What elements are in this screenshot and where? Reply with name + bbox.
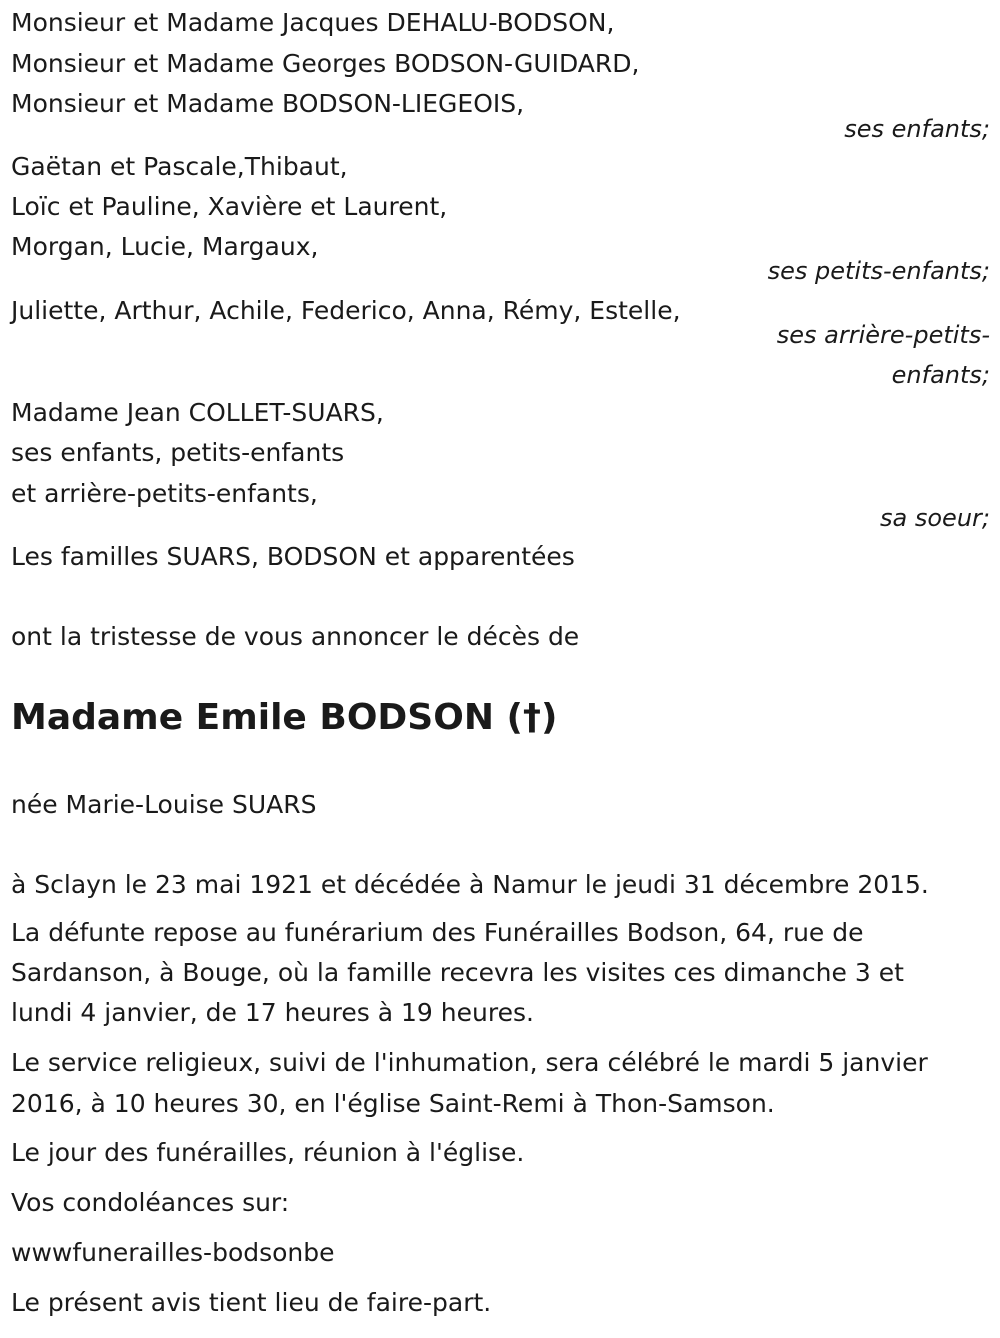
sister-line: Madame Jean COLLET-SUARS, bbox=[11, 398, 384, 427]
great-grandchildren-line: Juliette, Arthur, Achile, Federico, Anna, Rémy, Estelle, bbox=[11, 296, 681, 325]
maiden-name: née Marie-Louise SUARS bbox=[11, 790, 317, 819]
grandchildren-label: ses petits-enfants; bbox=[767, 257, 990, 285]
great-grandchildren-label: ses arrière-petits- bbox=[776, 321, 990, 349]
grandchild-line: Morgan, Lucie, Margaux, bbox=[11, 232, 319, 261]
deceased-name: Madame Emile BODSON (†) bbox=[11, 697, 558, 738]
family-child-line: Monsieur et Madame Jacques DEHALU-BODSON, bbox=[11, 8, 615, 37]
meeting-line: Le jour des funérailles, réunion à l'église. bbox=[11, 1138, 525, 1167]
funerarium-line: La défunte repose au funérarium des Funérailles Bodson, 64, rue de bbox=[11, 918, 864, 947]
family-child-line: Monsieur et Madame Georges BODSON-GUIDARD, bbox=[11, 49, 640, 78]
condolences-line: Vos condoléances sur: bbox=[11, 1188, 290, 1217]
announcement-line: ont la tristesse de vous annoncer le décès de bbox=[11, 622, 580, 651]
website-line: wwwfunerailles-bodsonbe bbox=[11, 1238, 335, 1267]
children-label: ses enfants; bbox=[844, 115, 990, 143]
birth-death-line: à Sclayn le 23 mai 1921 et décédée à Namur le jeudi 31 décembre 2015. bbox=[11, 870, 929, 899]
sister-line: et arrière-petits-enfants, bbox=[11, 479, 318, 508]
funerarium-line: Sardanson, à Bouge, où la famille recevra les visites ces dimanche 3 et bbox=[11, 958, 904, 987]
service-line: Le service religieux, suivi de l'inhumation, sera célébré le mardi 5 janvier bbox=[11, 1048, 928, 1077]
grandchild-line: Loïc et Pauline, Xavière et Laurent, bbox=[11, 192, 448, 221]
funerarium-line: lundi 4 janvier, de 17 heures à 19 heures. bbox=[11, 998, 534, 1027]
families-line: Les familles SUARS, BODSON et apparentées bbox=[11, 542, 575, 571]
sister-label: sa soeur; bbox=[880, 504, 990, 532]
family-child-line: Monsieur et Madame BODSON-LIEGEOIS, bbox=[11, 89, 525, 118]
notice-line: Le présent avis tient lieu de faire-part. bbox=[11, 1288, 492, 1317]
service-line: 2016, à 10 heures 30, en l'église Saint-Remi à Thon-Samson. bbox=[11, 1089, 775, 1118]
grandchild-line: Gaëtan et Pascale,Thibaut, bbox=[11, 152, 348, 181]
great-grandchildren-label: enfants; bbox=[891, 361, 990, 389]
sister-line: ses enfants, petits-enfants bbox=[11, 438, 345, 467]
